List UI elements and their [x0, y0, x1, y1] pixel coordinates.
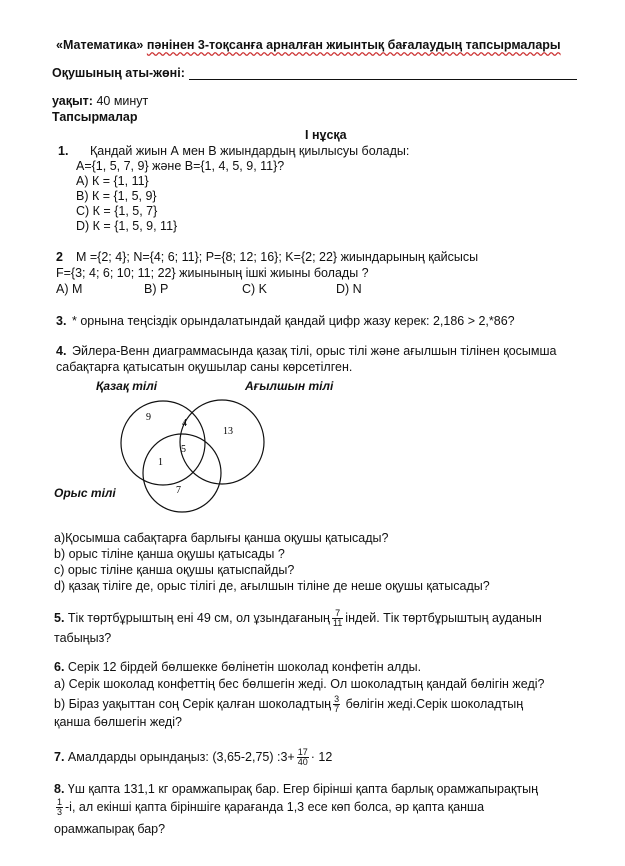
venn-label-russian: Орыс тілі	[54, 486, 116, 500]
document-title	[56, 38, 561, 52]
q2-option-b: В) P	[144, 282, 169, 296]
q7-line	[54, 748, 332, 767]
time-row	[52, 94, 148, 108]
venn-count-russian-only: 7	[176, 485, 181, 496]
q4-sub-a: а)Қосымша сабақтарға барлығы қанша оқушы қатысады?	[54, 531, 389, 545]
venn-label-kazakh: Қазақ тілі	[96, 379, 158, 393]
q6-sub-a: а) Серік шоколад конфеттің бес бөлшегін жеді. Ол шоколадтың қандай бөлігін жеді?	[54, 677, 545, 691]
q8-fraction	[56, 798, 63, 817]
q5-line2: табыңыз?	[54, 631, 112, 645]
q3-number: 3.	[56, 314, 67, 328]
student-name-label: Оқушының аты-жөні:	[52, 66, 185, 80]
venn-count-kazakh-only: 9	[146, 412, 151, 423]
q6-fraction-den: 7	[334, 704, 340, 714]
q6-sub-b-line2: қанша бөлшегін жеді?	[54, 715, 182, 729]
q5-fraction-den: 11	[332, 618, 343, 628]
q8-line3: орамжапырақ бар?	[54, 822, 166, 836]
q6-text: Серік 12 бірдей бөлшекке бөлінетін шоколад конфетін алды.	[67, 660, 422, 674]
q8-text-2: -і, ал екінші қапта біріншіге қарағанда 1,3 есе көп болса, әр қапта қанша	[65, 799, 485, 814]
student-name-row	[52, 66, 577, 80]
q1-number: 1.	[58, 144, 69, 158]
venn-count-kazakh-english: 4	[182, 418, 187, 429]
q4-sub-d: d) қазақ тіліге де, орыс тілігі де, ағылшын тіліне де неше оқушы қатысады?	[54, 579, 490, 593]
q7-text-b: · 12	[310, 749, 333, 764]
q2-option-a: А) M	[56, 282, 83, 296]
venn-diagram	[110, 395, 280, 525]
q7-fraction-den: 40	[297, 757, 308, 767]
q7-text-a: Амалдарды орындаңыз: (3,65-2,75) :3+	[67, 749, 295, 764]
q6-line1	[54, 660, 421, 674]
q4-line1: Эйлера-Венн диаграммасында қазақ тілі, орыс тілі және ағылшын тілінен қосымша	[72, 344, 557, 358]
q4-line2: сабақтарға қатысатын оқушылар саны көрсетілген.	[56, 360, 353, 374]
q2-option-d: D) N	[336, 282, 362, 296]
q2-option-c: С) K	[242, 282, 267, 296]
q3-text: * орнына теңсіздік орындалатындай қандай цифр жазу керек: 2,186 > 2,*86?	[72, 314, 515, 328]
q8-line2	[54, 798, 484, 817]
variant-heading: I нұсқа	[305, 128, 347, 142]
student-name-blank[interactable]	[189, 67, 577, 80]
q8-fraction-den: 3	[57, 807, 63, 817]
q4-number: 4.	[56, 344, 67, 358]
q1-option-c: С) К = {1, 5, 7}	[76, 204, 158, 218]
q1-text: Қандай жиын А мен В жиындардың қиылысуы болады:	[90, 144, 410, 158]
q6-sub-b	[54, 695, 523, 714]
venn-count-english-only: 13	[223, 426, 233, 437]
q2-line2: F={3; 4; 6; 10; 11; 22} жиынының ішкі жиыны болады ?	[56, 266, 369, 280]
time-value: 40 минут	[96, 94, 149, 108]
q2-line1: M ={2; 4}; N={4; 6; 11}; P={8; 12; 16}; K={2; 22} жиындарының қайсысы	[76, 250, 479, 264]
q8-text-1: Үш қапта 131,1 кг орамжапырақ бар. Егер бірінші қапта барлық орамжапырақтың	[67, 782, 539, 796]
q7-fraction-num: 17	[297, 747, 308, 757]
q8-number: 8.	[54, 782, 65, 796]
q2-number: 2	[56, 250, 63, 264]
q5-fraction-num: 7	[332, 609, 343, 619]
q4-sub-c: c) орыс тіліне қанша оқушы қатыспайды?	[54, 563, 295, 577]
q4-sub-b: b) орыс тіліне қанша оқушы қатысады ?	[54, 547, 285, 561]
q7-fraction	[297, 748, 309, 767]
q5-fraction	[332, 609, 343, 628]
q5-text-a: Тік төртбұрыштың ені 49 см, ол ұзындағаның	[67, 610, 330, 625]
q6-fraction	[333, 695, 340, 714]
q8-fraction-num: 1	[57, 797, 63, 807]
q1-option-b: В) К = {1, 5, 9}	[76, 189, 157, 203]
q1-sets: А={1, 5, 7, 9} және В={1, 4, 5, 9, 11}?	[76, 159, 285, 173]
tasks-heading: Тапсырмалар	[52, 110, 138, 124]
title-subject: «Математика»	[56, 38, 144, 52]
q5-text-b: індей. Тік төртбұрыштың ауданын	[345, 610, 542, 625]
q5-number: 5.	[54, 610, 65, 625]
venn-circle-english	[180, 400, 264, 484]
title-rest: пәнінен 3-тоқсанға арналған жиынтық бағалаудың тапсырмалары	[146, 38, 561, 52]
venn-count-all: 5	[181, 444, 186, 455]
q6-number: 6.	[54, 660, 65, 674]
q6-sub-b-text-a: b) Біраз уақыттан соң Серік қалған шоколадтың	[54, 696, 332, 711]
q1-option-d: D) К = {1, 5, 9, 11}	[76, 219, 178, 233]
q5-line1	[54, 609, 542, 628]
venn-count-kazakh-russian: 1	[158, 457, 163, 468]
q8-line1	[54, 782, 538, 796]
time-label: уақыт:	[52, 94, 93, 108]
q6-fraction-num: 3	[334, 694, 340, 704]
q6-sub-b-text-b: бөлігін жеді.Серік шоколадтың	[345, 696, 524, 711]
q1-option-a: А) К = {1, 11}	[76, 174, 149, 188]
q7-number: 7.	[54, 749, 65, 764]
venn-label-english: Ағылшын тілі	[245, 379, 334, 393]
